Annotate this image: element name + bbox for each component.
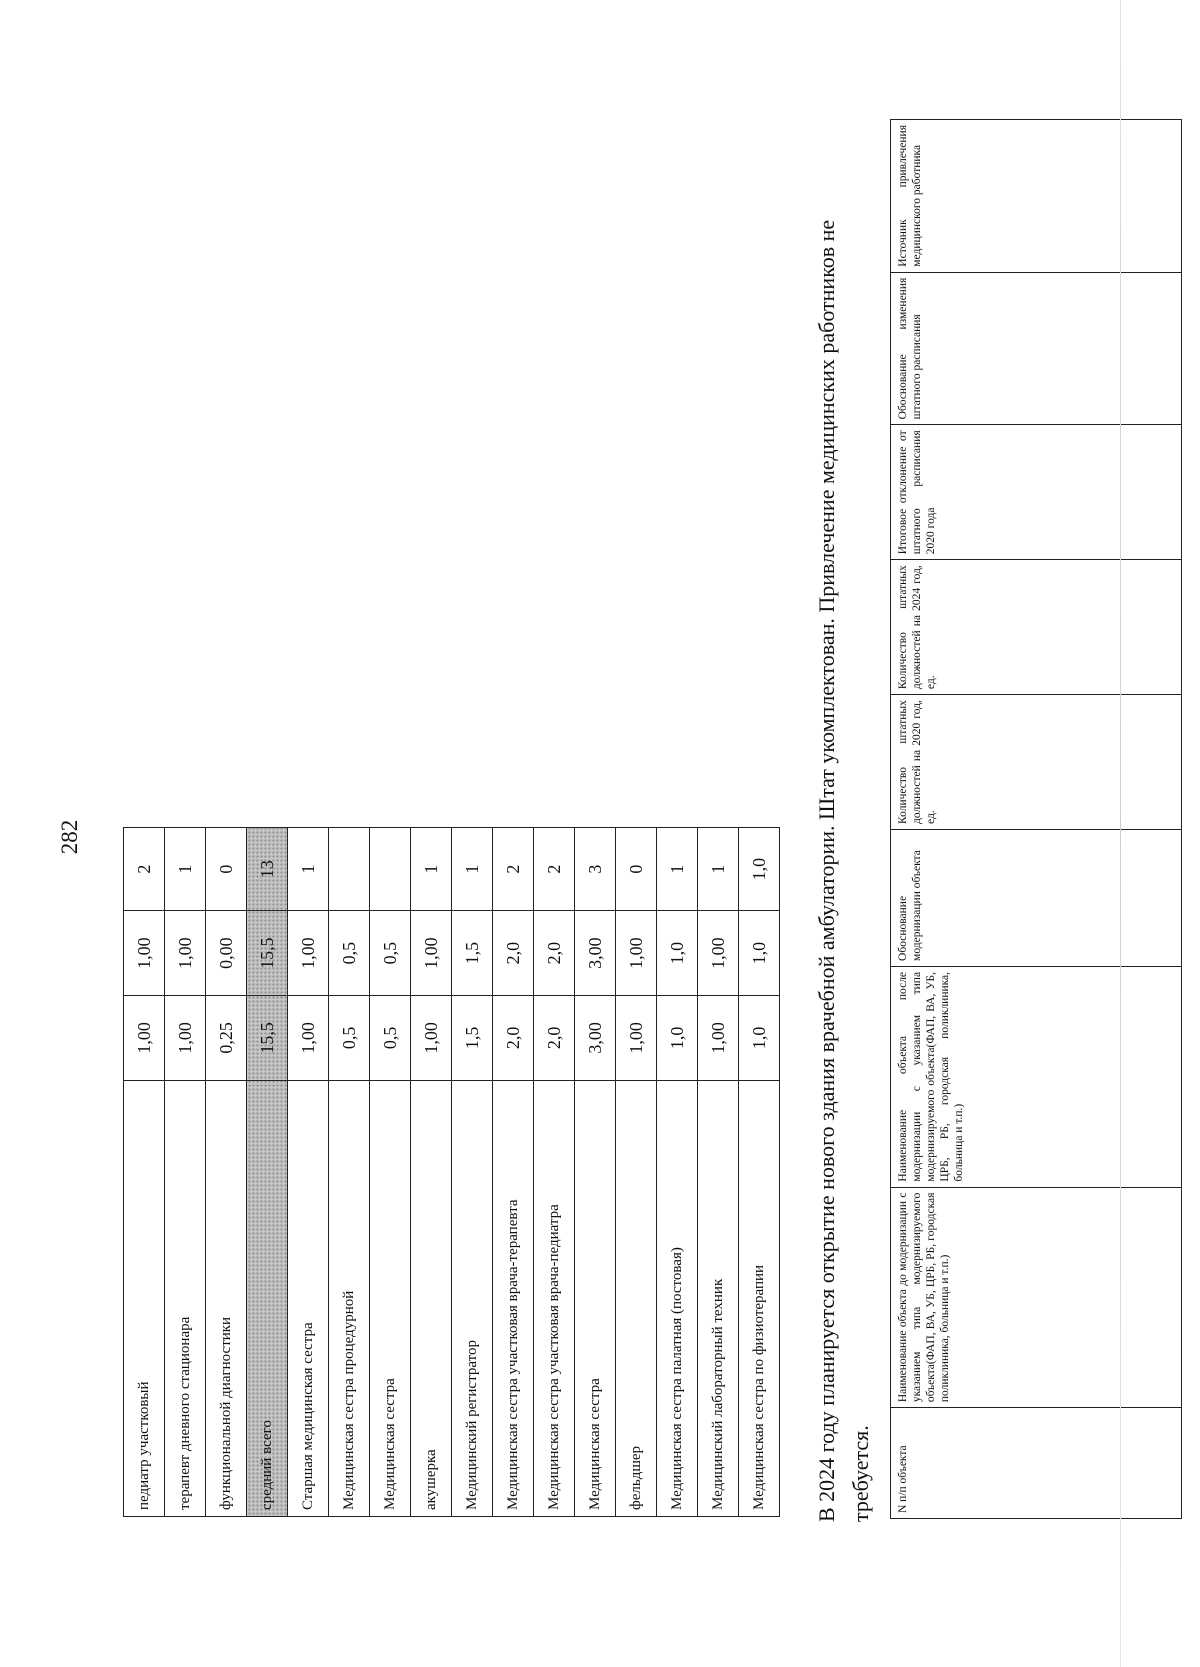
position-name-cell: терапевт дневного стационара <box>165 1080 206 1516</box>
table-row <box>165 828 206 1517</box>
position-name-cell: Старшая медицинская сестра <box>288 1080 329 1516</box>
value-cell-2: 1,00 <box>698 911 739 996</box>
value-cell-1: 1,00 <box>616 995 657 1080</box>
position-name-cell: акушерка <box>411 1080 452 1516</box>
table-row <box>739 828 780 1517</box>
value-cell-2: 2,0 <box>534 911 575 996</box>
value-cell-1: 2,0 <box>493 995 534 1080</box>
scan-edge-line <box>1120 0 1121 1667</box>
value-cell-1: 1,00 <box>124 995 165 1080</box>
value-cell-3: 2 <box>493 828 534 911</box>
table-row <box>370 828 411 1517</box>
value-cell-1: 0,5 <box>329 995 370 1080</box>
header-cell-recruitment-source: Источник привлечения медицинского работника <box>891 120 1182 273</box>
header-cell-name-before: Наименование объекта до модернизации с указанием типа модернизируемого объекта(ФАП, ВА, УБ, ЦРБ, РБ, городская поликлиника, больница и т.п.) <box>891 1187 1182 1408</box>
value-cell-2: 0,5 <box>329 911 370 996</box>
table-row <box>698 828 739 1517</box>
value-cell-3: 1 <box>657 828 698 911</box>
value-cell-2: 1,5 <box>452 911 493 996</box>
header-row <box>891 120 1182 1519</box>
value-cell-1: 1,00 <box>288 995 329 1080</box>
table-row <box>247 828 288 1517</box>
modernization-header-table <box>890 119 1182 1519</box>
header-cell-positions-2024: Количество штатных должностей на 2024 год, ед. <box>891 560 1182 695</box>
position-name-cell: педиатр участковый <box>124 1080 165 1516</box>
header-cell-positions-2020: Количество штатных должностей на 2020 год, ед. <box>891 695 1182 830</box>
value-cell-2: 1,00 <box>124 911 165 996</box>
position-name-cell: Медицинская сестра процедурной <box>329 1080 370 1516</box>
header-cell-staffing-change-reason: Обоснование изменения штатного расписания <box>891 272 1182 425</box>
value-cell-3: 0 <box>206 828 247 911</box>
value-cell-3: 1 <box>288 828 329 911</box>
position-name-cell: Медицинский регистратор <box>452 1080 493 1516</box>
value-cell-2: 1,00 <box>165 911 206 996</box>
position-name-cell: Медицинская сестра по физиотерапии <box>739 1080 780 1516</box>
value-cell-3: 1 <box>165 828 206 911</box>
position-name-cell: Медицинская сестра участковая врача-терапевта <box>493 1080 534 1516</box>
value-cell-3: 2 <box>534 828 575 911</box>
body-paragraph: В 2024 году планируется открытие нового здания врачебной амбулатории. Штат укомплектован. Привлечение медицинских работников не требуется. <box>814 219 873 1522</box>
position-name-cell: средний всего <box>247 1080 288 1516</box>
table-row <box>124 828 165 1517</box>
value-cell-2: 2,0 <box>493 911 534 996</box>
table-row <box>288 828 329 1517</box>
value-cell-1: 0,25 <box>206 995 247 1080</box>
value-cell-1: 1,00 <box>411 995 452 1080</box>
page-number: 282 <box>57 819 82 855</box>
value-cell-2: 3,00 <box>575 911 616 996</box>
value-cell-1: 1,5 <box>452 995 493 1080</box>
position-name-cell: Медицинская сестра <box>575 1080 616 1516</box>
value-cell-2: 1,00 <box>411 911 452 996</box>
table-row <box>329 828 370 1517</box>
position-name-cell: Медицинская сестра палатная (постовая) <box>657 1080 698 1516</box>
header-cell-justification: Обоснование модернизации объекта <box>891 829 1182 966</box>
header-cell-name-after: Наименование объекта после модернизации с указанием типа модернизируемого объекта(ФАП, ВА, УБ, ЦРБ, РБ, городская поликлиника, больница и т.п.) <box>891 966 1182 1187</box>
table-row <box>534 828 575 1517</box>
header-cell-number: N п/п объекта <box>891 1408 1182 1519</box>
value-cell-2: 15,5 <box>247 911 288 996</box>
position-name-cell: Медицинская сестра участковая врача-педиатра <box>534 1080 575 1516</box>
value-cell-1: 3,00 <box>575 995 616 1080</box>
value-cell-1: 2,0 <box>534 995 575 1080</box>
header-cell-deviation: Итоговое отклонение от штатного расписания 2020 года <box>891 425 1182 560</box>
value-cell-1: 1,00 <box>698 995 739 1080</box>
table-row <box>206 828 247 1517</box>
value-cell-1: 15,5 <box>247 995 288 1080</box>
value-cell-3: 1 <box>411 828 452 911</box>
value-cell-2: 0,5 <box>370 911 411 996</box>
value-cell-2: 1,00 <box>616 911 657 996</box>
staffing-table <box>123 827 780 1517</box>
position-name-cell: функциональной диагностики <box>206 1080 247 1516</box>
position-name-cell: Медицинская сестра <box>370 1080 411 1516</box>
value-cell-3: 0 <box>616 828 657 911</box>
table-row <box>575 828 616 1517</box>
position-name-cell: фельдшер <box>616 1080 657 1516</box>
value-cell-2: 0,00 <box>206 911 247 996</box>
value-cell-1: 0,5 <box>370 995 411 1080</box>
table-row <box>411 828 452 1517</box>
value-cell-2: 1,0 <box>739 911 780 996</box>
value-cell-2: 1,00 <box>288 911 329 996</box>
value-cell-2: 1,0 <box>657 911 698 996</box>
value-cell-3: 2 <box>124 828 165 911</box>
value-cell-3: 3 <box>575 828 616 911</box>
value-cell-3: 1 <box>698 828 739 911</box>
table-row <box>657 828 698 1517</box>
value-cell-1: 1,0 <box>739 995 780 1080</box>
value-cell-3 <box>329 828 370 911</box>
table-row <box>493 828 534 1517</box>
table-row <box>616 828 657 1517</box>
value-cell-3 <box>370 828 411 911</box>
value-cell-1: 1,0 <box>657 995 698 1080</box>
position-name-cell: Медицинский лабораторный техник <box>698 1080 739 1516</box>
value-cell-3: 1 <box>452 828 493 911</box>
value-cell-3: 13 <box>247 828 288 911</box>
value-cell-1: 1,00 <box>165 995 206 1080</box>
value-cell-3: 1,0 <box>739 828 780 911</box>
table-row <box>452 828 493 1517</box>
